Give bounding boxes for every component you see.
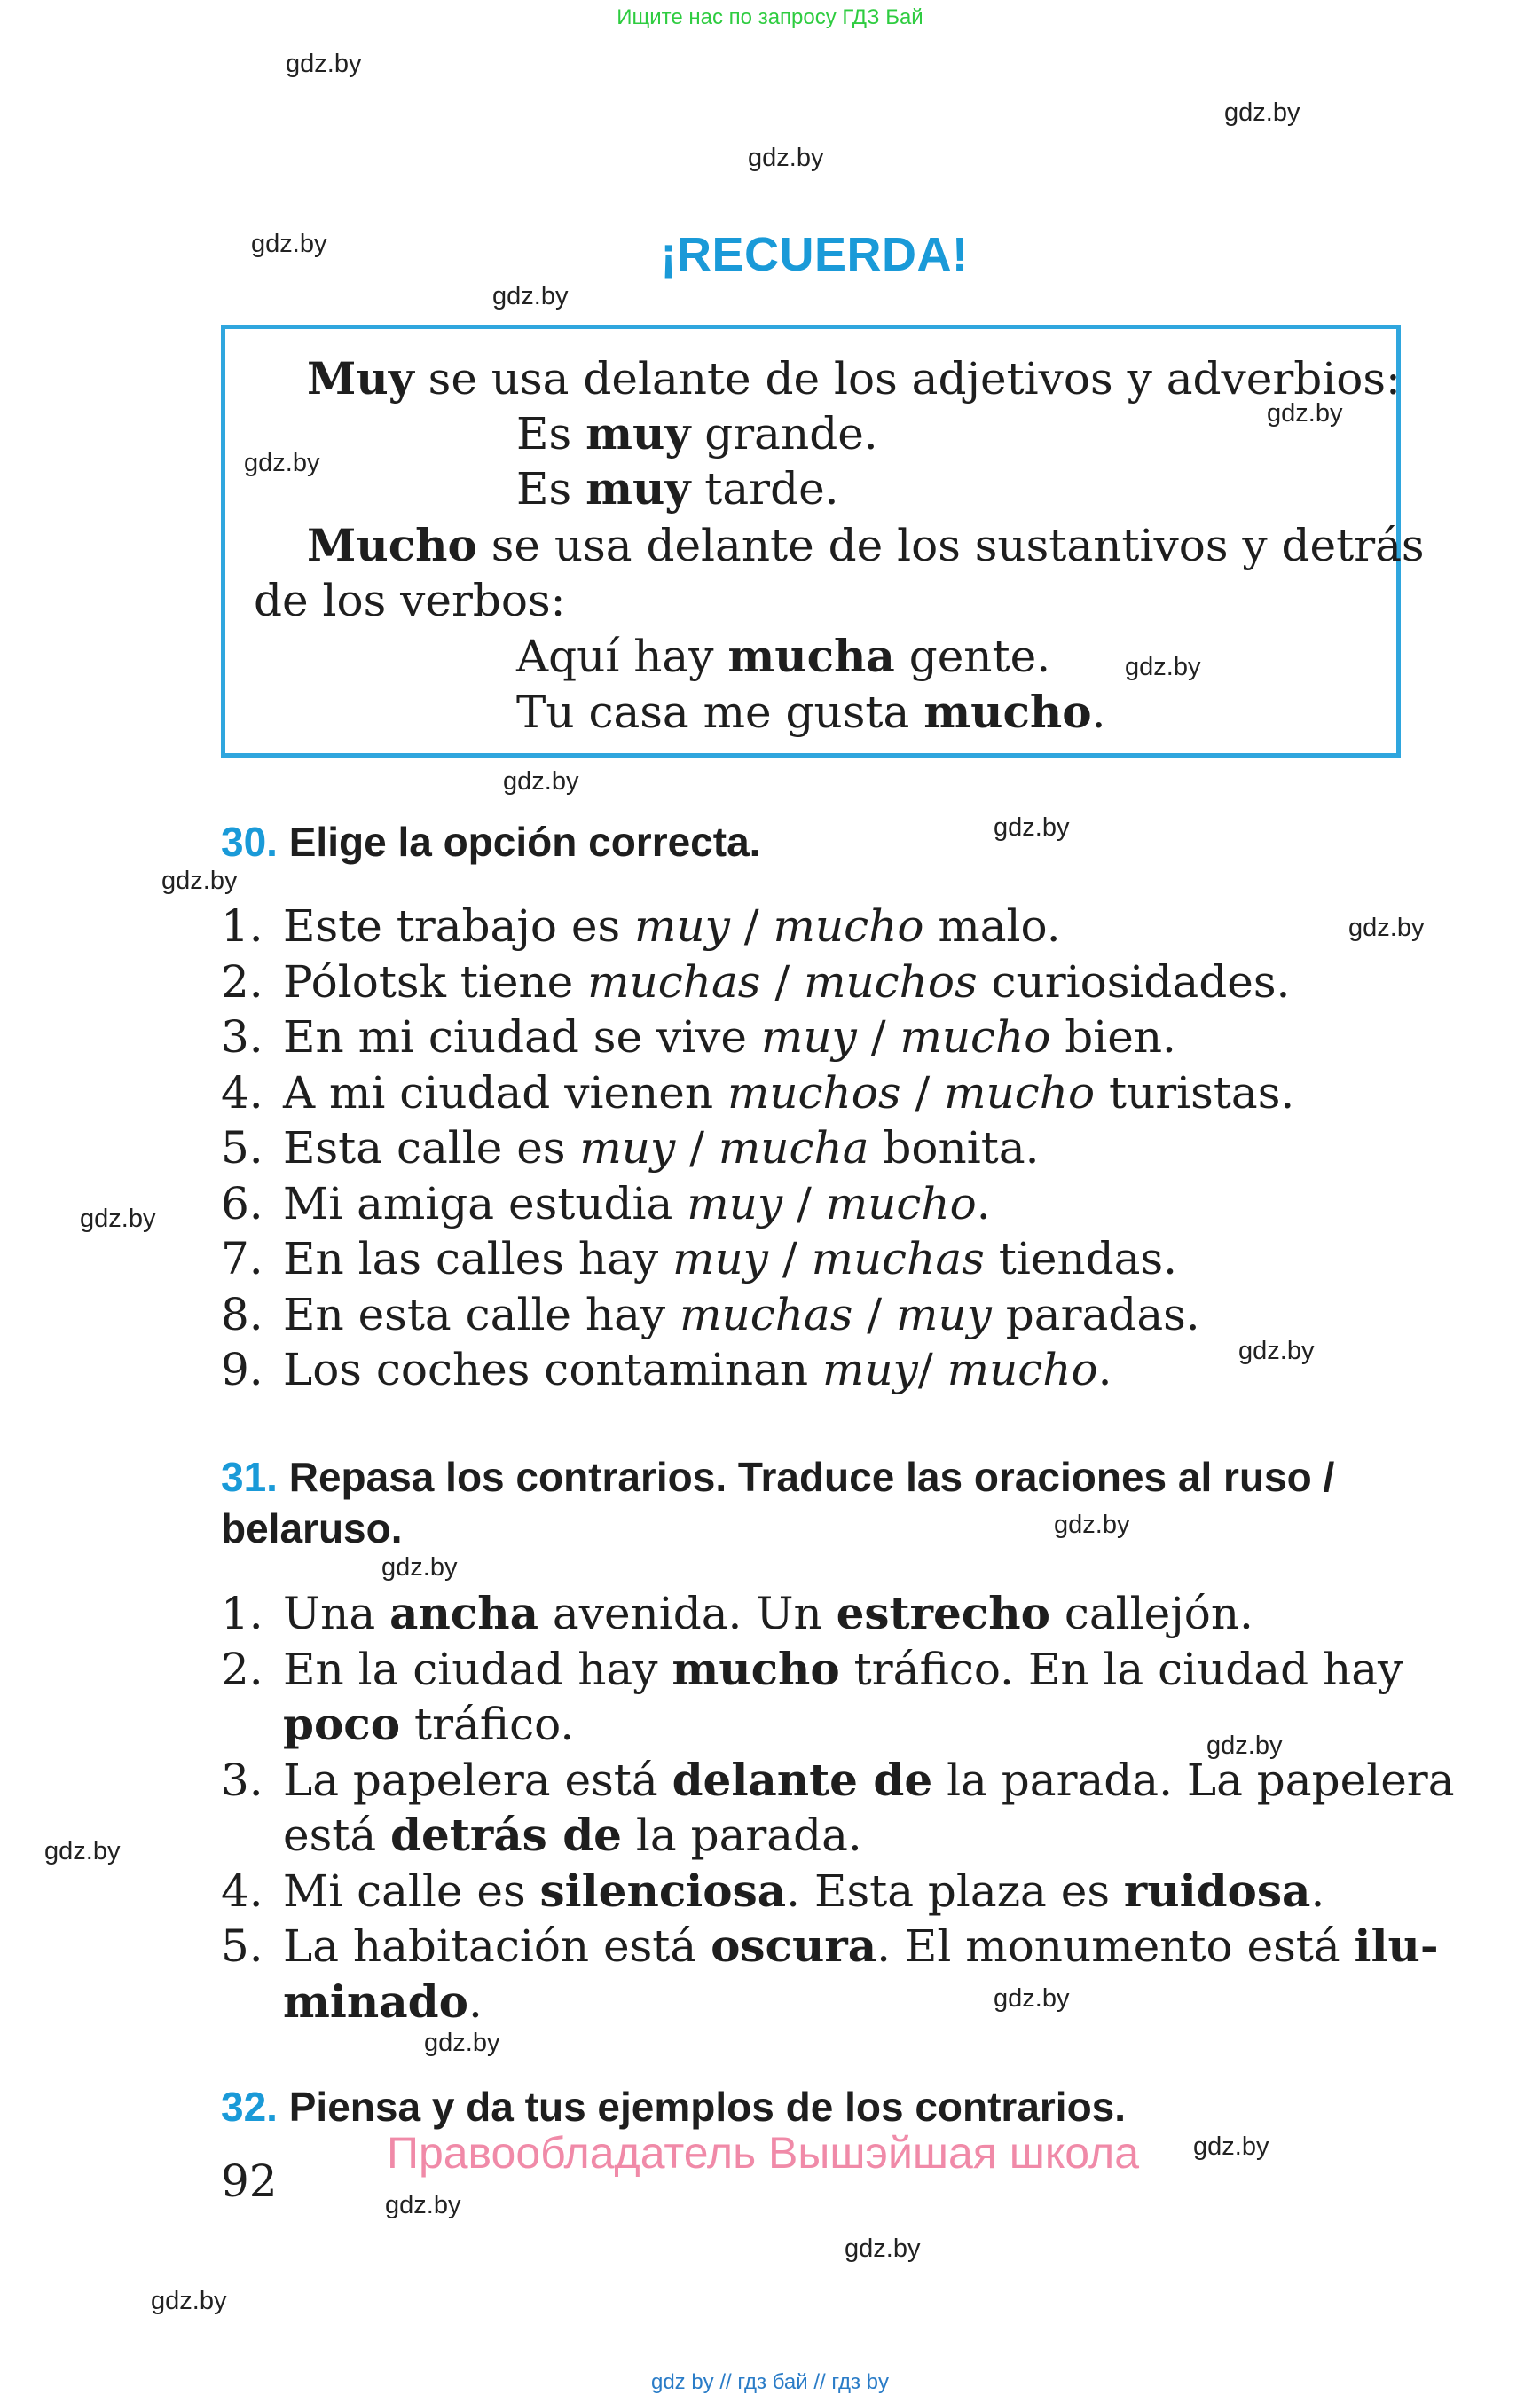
watermark: gdz.by	[251, 230, 327, 258]
list-item: 5. La habitación está oscura. El monumento está ilu-	[221, 1920, 1439, 1972]
list-item: 3. La papelera está delante de la parada. La papelera	[221, 1753, 1455, 1806]
list-item: 4. Mi calle es silenciosa. Esta plaza es ruidosa.	[221, 1864, 1325, 1917]
watermark: gdz.by	[1267, 399, 1343, 428]
footer-links[interactable]: gdz by // гдз бай // гдз by	[650, 2370, 890, 2394]
list-item: 5. Esta calle es muy / mucha bonita.	[221, 1122, 1040, 1174]
list-item: 2. Pólotsk tiene muchas / muchos curiosidades.	[221, 955, 1291, 1008]
watermark: gdz.by	[151, 2287, 227, 2315]
exercise-32-heading: 32. Piensa y da tus ejemplos de los contrarios.	[221, 2084, 1127, 2130]
watermark: gdz.by	[1054, 1511, 1130, 1539]
watermark: gdz.by	[424, 2029, 500, 2057]
watermark: gdz.by	[244, 449, 320, 477]
watermark: gdz.by	[385, 2191, 461, 2219]
example-line: Tu casa me gusta mucho.	[516, 686, 1106, 738]
example-line: Es muy tarde.	[516, 462, 839, 514]
watermark: gdz.by	[286, 50, 362, 78]
watermark: gdz.by	[748, 144, 824, 172]
watermark: gdz.by	[1348, 914, 1425, 942]
list-item: 8. En esta calle hay muchas / muy paradas.	[221, 1288, 1200, 1340]
watermark: gdz.by	[1206, 1732, 1283, 1760]
exercise-30-heading: 30. Elige la opción correcta.	[221, 819, 761, 865]
watermark: gdz.by	[1224, 98, 1300, 127]
list-item: 1. Este trabajo es muy / mucho malo.	[221, 900, 1061, 952]
rule-mucho-line: Mucho se usa delante de los sustantivos y detrás	[307, 519, 1425, 571]
exercise-31-heading: 31. Repasa los contrarios. Traduce las oraciones al ruso / belaruso.	[221, 1454, 1335, 1551]
exercise-number: 31.	[221, 1454, 278, 1500]
exercise-31-list	[221, 1586, 1455, 2030]
example-line: Es muy grande.	[516, 407, 878, 459]
watermark: gdz.by	[44, 1837, 121, 1865]
list-item-continuation: poco tráfico.	[283, 1698, 575, 1750]
watermark: gdz.by	[80, 1205, 156, 1233]
watermark: gdz.by	[1125, 653, 1201, 681]
watermark: gdz.by	[503, 767, 579, 796]
copyright-notice: Правообладатель Вышэйшая школа	[387, 2128, 1139, 2178]
rule-mucho-line-cont: de los verbos:	[254, 575, 566, 626]
list-item: 7. En las calles hay muy / muchas tiendas.	[221, 1233, 1177, 1284]
watermark: gdz.by	[994, 813, 1070, 842]
watermark: gdz.by	[492, 282, 569, 310]
list-item: 4. A mi ciudad vienen muchos / mucho turistas.	[221, 1066, 1295, 1119]
example-line: Aquí hay mucha gente.	[516, 630, 1051, 682]
exercise-30-list	[221, 899, 1410, 1398]
watermark: gdz.by	[994, 1984, 1070, 2013]
list-item: 1. Una ancha avenida. Un estrecho callejón.	[221, 1587, 1253, 1639]
list-item-continuation: minado.	[283, 1975, 483, 2028]
rule-muy-line: Muy se usa delante de los adjetivos y adverbios:	[307, 352, 1401, 404]
recuerda-title: ¡RECUERDA!	[660, 228, 969, 281]
watermark: gdz.by	[1193, 2132, 1269, 2161]
list-item: 6. Mi amiga estudia muy / mucho.	[221, 1177, 991, 1229]
exercise-number: 32.	[221, 2084, 278, 2130]
list-item: 9. Los coches contaminan muy/ mucho.	[221, 1344, 1112, 1395]
watermark: gdz.by	[1238, 1337, 1315, 1365]
exercise-number: 30.	[221, 819, 278, 865]
list-item: 2. En la ciudad hay mucho tráfico. En la ciudad hay	[221, 1642, 1403, 1695]
list-item-continuation: está detrás de la parada.	[283, 1809, 862, 1861]
list-item: 3. En mi ciudad se vive muy / mucho bien.	[221, 1011, 1176, 1063]
watermark: gdz.by	[845, 2234, 921, 2263]
page-number: 92	[221, 2156, 278, 2207]
watermark: gdz.by	[161, 867, 238, 895]
watermark: gdz.by	[381, 1553, 458, 1582]
top-banner[interactable]: Ищите нас по запросу ГДЗ Бай	[617, 5, 923, 29]
